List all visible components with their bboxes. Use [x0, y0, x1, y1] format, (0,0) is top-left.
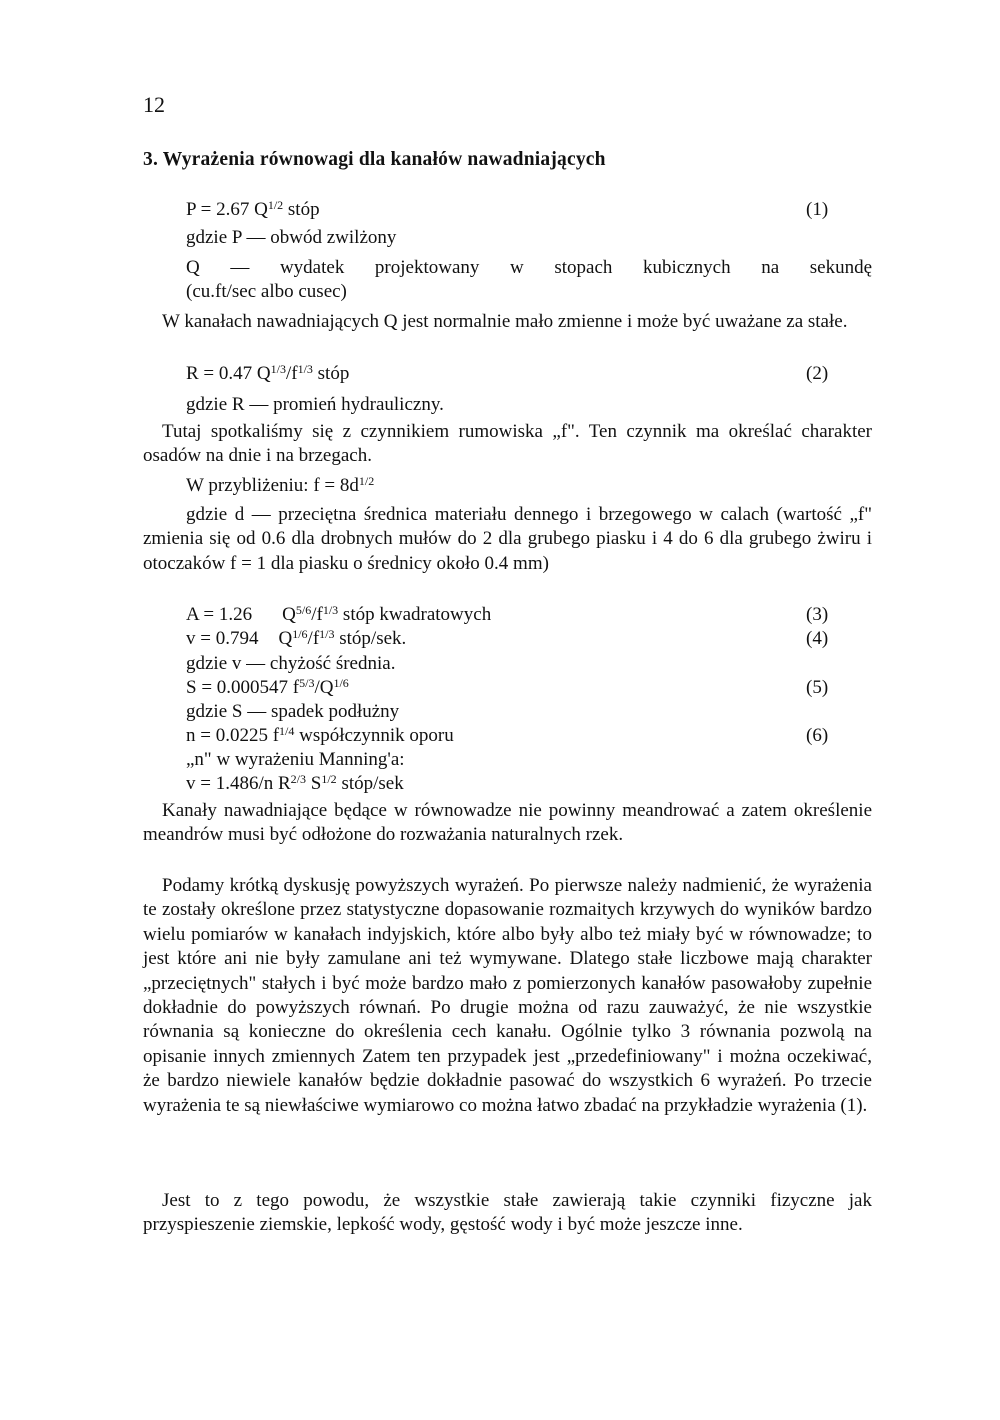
paragraph-1: W kanałach nawadniających Q jest normalnie mało zmienne i może być uważane za stałe. — [162, 311, 848, 332]
equation-5-number: (5) — [806, 677, 829, 698]
equation-1-where: gdzie P — obwód zwilżony — [186, 227, 397, 248]
paragraph-6: Jest to z tego powodu, że wszystkie stałe zawierają takie czynniki fizyczne jak przyspieszenie ziemskie, lepkość wody, gęstość wody i być może jeszcze inne. — [143, 1190, 872, 1236]
equation-manning: v = 1.486/n $R^{2/3}$ $S^{1/2}$ stóp/sek — [186, 772, 404, 794]
equation-6-where: „n" w wyrażeniu Manning'a: — [186, 749, 405, 770]
q-definition-line-2: (cu.ft/sec albo cusec) — [186, 281, 347, 302]
page-number: 12 — [143, 92, 165, 117]
paragraph-4: Kanały nawadniające będące w równowadze nie powinny meandrować a zatem określenie meandrów musi być odłożone do rozważania naturalnych rzek. — [143, 800, 872, 846]
equation-4-where: gdzie v — chyżość średnia. — [186, 653, 396, 674]
q-definition-line-1: Q — wydatek projektowany w stopach kubicznych na sekundę — [186, 257, 872, 278]
paragraph-2: Tutaj spotkaliśmy się z czynnikiem rumowiska „f". Ten czynnik ma określać charakter osadów na dnie i na brzegach. — [143, 421, 872, 467]
equation-3: A = 1.26 $Q^{5/6}/f^{1/3}$ stóp kwadratowych — [186, 603, 492, 625]
equation-2: R = 0.47 $Q^{1/3}/f^{1/3}$ stóp — [186, 362, 350, 384]
equation-2-where: gdzie R — promień hydrauliczny. — [186, 394, 444, 415]
equation-5: S = 0.000547 $f^{5/3}/Q^{1/6}$ — [186, 676, 349, 698]
approximation-formula: W przybliżeniu: $f = 8d^{1/2}$ — [186, 474, 375, 496]
paragraph-3: gdzie d — przeciętna średnica materiału dennego i brzegowego w calach (wartość „f" zmienia się od 0.6 dla drobnych mułów do 2 dla grubego piasku i 4 do 6 dla grubego żwiru i otoczaków f = 1 dla piasku o średnicy około 0.4 mm) — [143, 504, 872, 574]
equation-1-number: (1) — [806, 199, 829, 220]
section-heading: 3. Wyrażenia równowagi dla kanałów nawadniających — [143, 149, 606, 170]
equation-2-number: (2) — [806, 363, 829, 384]
equation-1: P = 2.67 $Q^{1/2}$ stóp — [186, 198, 320, 220]
equation-5-where: gdzie S — spadek podłużny — [186, 701, 400, 722]
equation-3-number: (3) — [806, 604, 829, 625]
equation-6: n = 0.0225 $f^{1/4}$ współczynnik oporu — [186, 724, 454, 746]
equation-6-number: (6) — [806, 725, 829, 746]
equation-4-number: (4) — [806, 628, 829, 649]
equation-4: v = 0.794 $Q^{1/6}/f^{1/3}$ stóp/sek. — [186, 627, 407, 649]
paragraph-5: Podamy krótką dyskusję powyższych wyrażeń. Po pierwsze należy nadmienić, że wyrażenia te zostały określone przez statystyczne dopasowanie rozmaitych krzywych do wyników bardzo wielu pomiarów w kanałach indyjskich, które albo były albo też miały być w równowadze; to jest które ani nie były zamulane ani też wymywane. Dlatego stałe liczbowe mają charakter „przeciętnych" stałych i być może bardzo mało z pomierzonych kanałów pasowałoby zupełnie dokładnie do powyższych równań. Po drugie można od razu zauważyć, że nie wszystkie równania są konieczne do określenia cech kanału. Ogólnie tylko 3 równania pozwolą na opisanie innych zmiennych Zatem ten przypadek jest „przedefiniowany" i można oczekiwać, że bardzo niewiele kanałów będzie dokładnie pasować do wszystkich 6 wyrażeń. Po trzecie wyrażenia te są niewłaściwe wymiarowo co można łatwo zbadać na przykładzie wyrażenia (1). — [143, 875, 872, 1116]
